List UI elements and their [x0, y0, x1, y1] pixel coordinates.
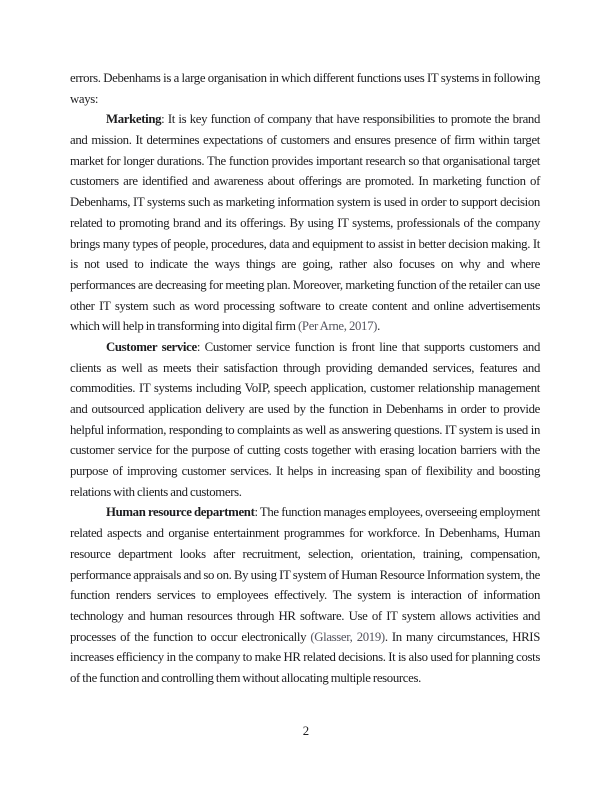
paragraph-marketing-lead: Marketing [106, 112, 162, 127]
paragraph-intro-body: errors. Debenhams is a large organisation in which different functions uses IT systems in following ways: [70, 71, 540, 106]
paragraph-marketing-citation: (Per Arne, 2017) [298, 319, 378, 334]
paragraph-customer-service-body: : Customer service function is front line that supports customers and clients as well as meets their satisfaction through providing demanded services, features and commodities. IT systems including VoIP, speech application, customer relationship management and outsourced application delivery are used by the function in Debenhams in order to provide helpful information, responding to complaints as well as answering questions. IT system is used in customer service for the purpose of cutting costs together with erasing location barriers with the purpose of improving customer services. It helps in increasing span of flexibility and boosting relations with clients and customers. [70, 339, 540, 499]
paragraph-human-resource-lead: Human resource department [106, 505, 255, 520]
paragraph-human-resource-body: : The function manages employees, overseeing employment related aspects and organise entertainment programmes for workforce. In Debenhams, Human resource department looks after recruitment, selection, orientation, training, compensation, performance appraisals and so on. By using IT system of Human Resource Information system, the function renders services to employees effectively. The system is interaction of information technology and human resources through HR software. Use of IT system allows activities and processes of the function to occur electronically [70, 505, 540, 644]
paragraph-human-resource-citation: (Glasser, 2019) [310, 629, 385, 644]
paragraph-marketing-tail: . [377, 319, 380, 334]
paragraph-marketing-body: : It is key function of company that have responsibilities to promote the brand and mission. It determines expectations of customers and ensures presence of firm within target market for longer durations. The function provides important research so that organisational target customers are identified and awareness about offerings are promoted. In marketing function of Debenhams, IT systems such as marketing information system is used in order to support decision related to promoting brand and its offerings. By using IT systems, professionals of the company brings many types of people, procedures, data and equipment to assist in better decision making. It is not used to indicate the ways things are going, rather also focuses on why and where performances are decreasing for meeting plan. Moreover, marketing function of the retailer can use other IT system such as word processing software to create content and online advertisements which will help in transforming into digital firm [70, 112, 540, 334]
paragraph-customer-service-lead: Customer service [106, 339, 197, 354]
page-content [70, 68, 540, 689]
paragraph-customer-service [70, 337, 540, 503]
paragraph-human-resource [70, 502, 540, 688]
page-number: 2 [302, 724, 310, 738]
paragraph-marketing [70, 109, 540, 337]
paragraph-intro [70, 68, 540, 109]
paragraph-human-resource-tail: . In many circumstances, HRIS increases efficiency in the company to make HR related decisions. It is also used for planning costs of the function and controlling them without allocating multiple resources. [70, 629, 540, 685]
